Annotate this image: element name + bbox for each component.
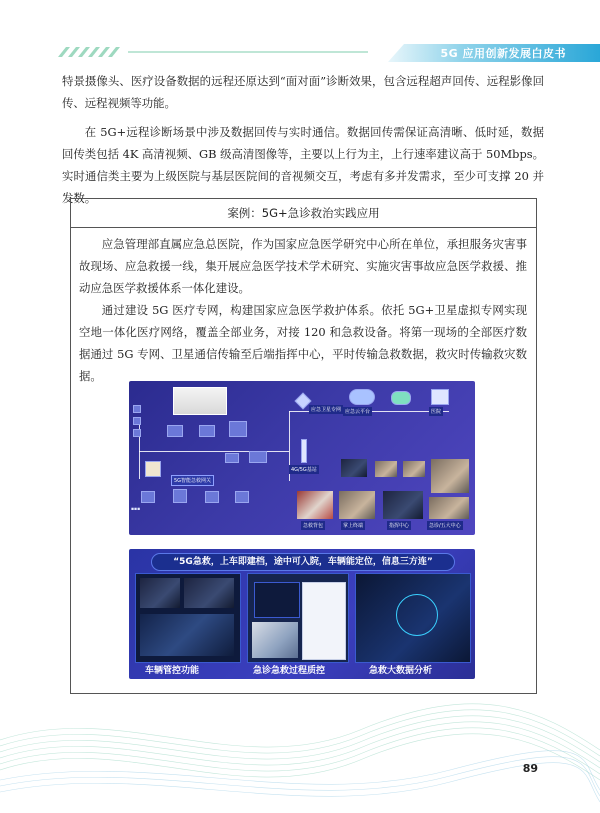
map-view (140, 614, 234, 656)
device-icon (199, 425, 215, 437)
device-photo (375, 461, 397, 477)
device-icon (249, 451, 267, 463)
case-box (70, 198, 537, 694)
map-region (396, 594, 438, 636)
device-icon (173, 489, 187, 503)
hospital-icon (431, 389, 449, 405)
camera-feed (140, 578, 180, 608)
device-icon (167, 425, 183, 437)
quality-control-panel (247, 573, 349, 663)
device-icon (133, 429, 141, 437)
case-paragraph-2: 通过建设 5G 医疗专网，构建国家应急医学救护体系。依托 5G+卫星虚拟专网实现空地一体化医疗网络，覆盖全部业务，对接 120 和急救设备。将第一现场的全部医疗数据通过 5G 专网、卫星通信传输至后端指挥中心，平时传输急救数据，救灾时传输救灾数据。 (79, 303, 527, 383)
gateway-label: 5G智能急救网关 (171, 475, 214, 486)
body-paragraph-1: 特景摄像头、医疗设备数据的远程还原达到“面对面”诊断效果，包含远程超声回传、远程影像回传、远程视频等功能。 (62, 74, 544, 110)
base-station-label: 4G/5G基站 (291, 467, 317, 473)
caption-big-data: 急救大数据分析 (369, 666, 433, 676)
doctor-photo (252, 622, 298, 658)
body-paragraph-2: 在 5G+远程诊断场景中涉及数据回传与实时通信。数据回传需保证高清晰、低时延，数据回传类包括 4K 高清视频、GB 级高清图像等，主要以上行为主，上行速率建议高于 50Mbps。实时通信类主要为上级医院与基层医院间的音视频交互，考虑有多并发需求，至少可支撑 20 并发数。 (62, 125, 544, 205)
screen-panel (254, 582, 300, 618)
device-icon (133, 405, 141, 413)
caption-vehicle-control: 车辆管控功能 (145, 666, 200, 676)
device-icon (229, 421, 247, 437)
network-diagram-image (129, 381, 475, 535)
footer-wave-decoration (0, 680, 600, 813)
tower-icon (301, 439, 307, 463)
emergency-center-photo (429, 497, 469, 519)
five-centers-label: 急诊/五大中心 (429, 523, 461, 529)
team-photo (431, 459, 469, 493)
slogan-banner: “5G急救，上车即建档，途中可入院，车辆能定位，信息三方连” (151, 553, 455, 571)
page-number: 89 (522, 762, 538, 775)
screen-photo (341, 459, 367, 477)
emergency-bag-photo (297, 491, 333, 519)
case-title: 案例：5G+急诊救治实践应用 (71, 199, 536, 228)
terminal-label: 掌上终端 (343, 523, 364, 529)
device-icon (205, 491, 219, 503)
form-panel (302, 582, 346, 660)
person-icon (145, 461, 161, 477)
ambulance-icon (173, 387, 227, 415)
vehicle-control-panel (135, 573, 241, 663)
case-paragraph-1: 应急管理部直属应急总医院，作为国家应急医学研究中心所在单位，承担服务灾害事故现场、应急救援一线，集开展应急医学技术学术研究、实施灾害事故应急医学救援、推动应急医学救援体系一体化建设。 (79, 237, 527, 295)
device-icon (225, 453, 239, 463)
hospital-label: 医院 (431, 409, 442, 415)
cloud-label: 应急云平台 (345, 409, 371, 415)
command-label: 指挥中心 (389, 523, 410, 529)
device-icon (141, 491, 155, 503)
platform-screens-image (129, 549, 475, 679)
device-caption: ▪▪▪ (131, 507, 141, 512)
big-data-panel (355, 573, 471, 663)
handheld-terminal-photo (339, 491, 375, 519)
cloud-icon (349, 389, 375, 405)
header-title: 5G 应用创新发展白皮书 (440, 47, 566, 60)
bag-label: 急救背包 (303, 523, 324, 529)
device-icon (235, 491, 249, 503)
device-icon (133, 417, 141, 425)
command-center-photo (383, 491, 423, 519)
camera-feed (184, 578, 234, 608)
caption-quality-control: 急诊急救过程质控 (253, 666, 326, 676)
cloud-icon (391, 391, 411, 405)
satellite-label: 应急卫星专网 (311, 407, 342, 413)
device-photo (403, 461, 425, 477)
header-stripe-decoration (58, 47, 368, 57)
